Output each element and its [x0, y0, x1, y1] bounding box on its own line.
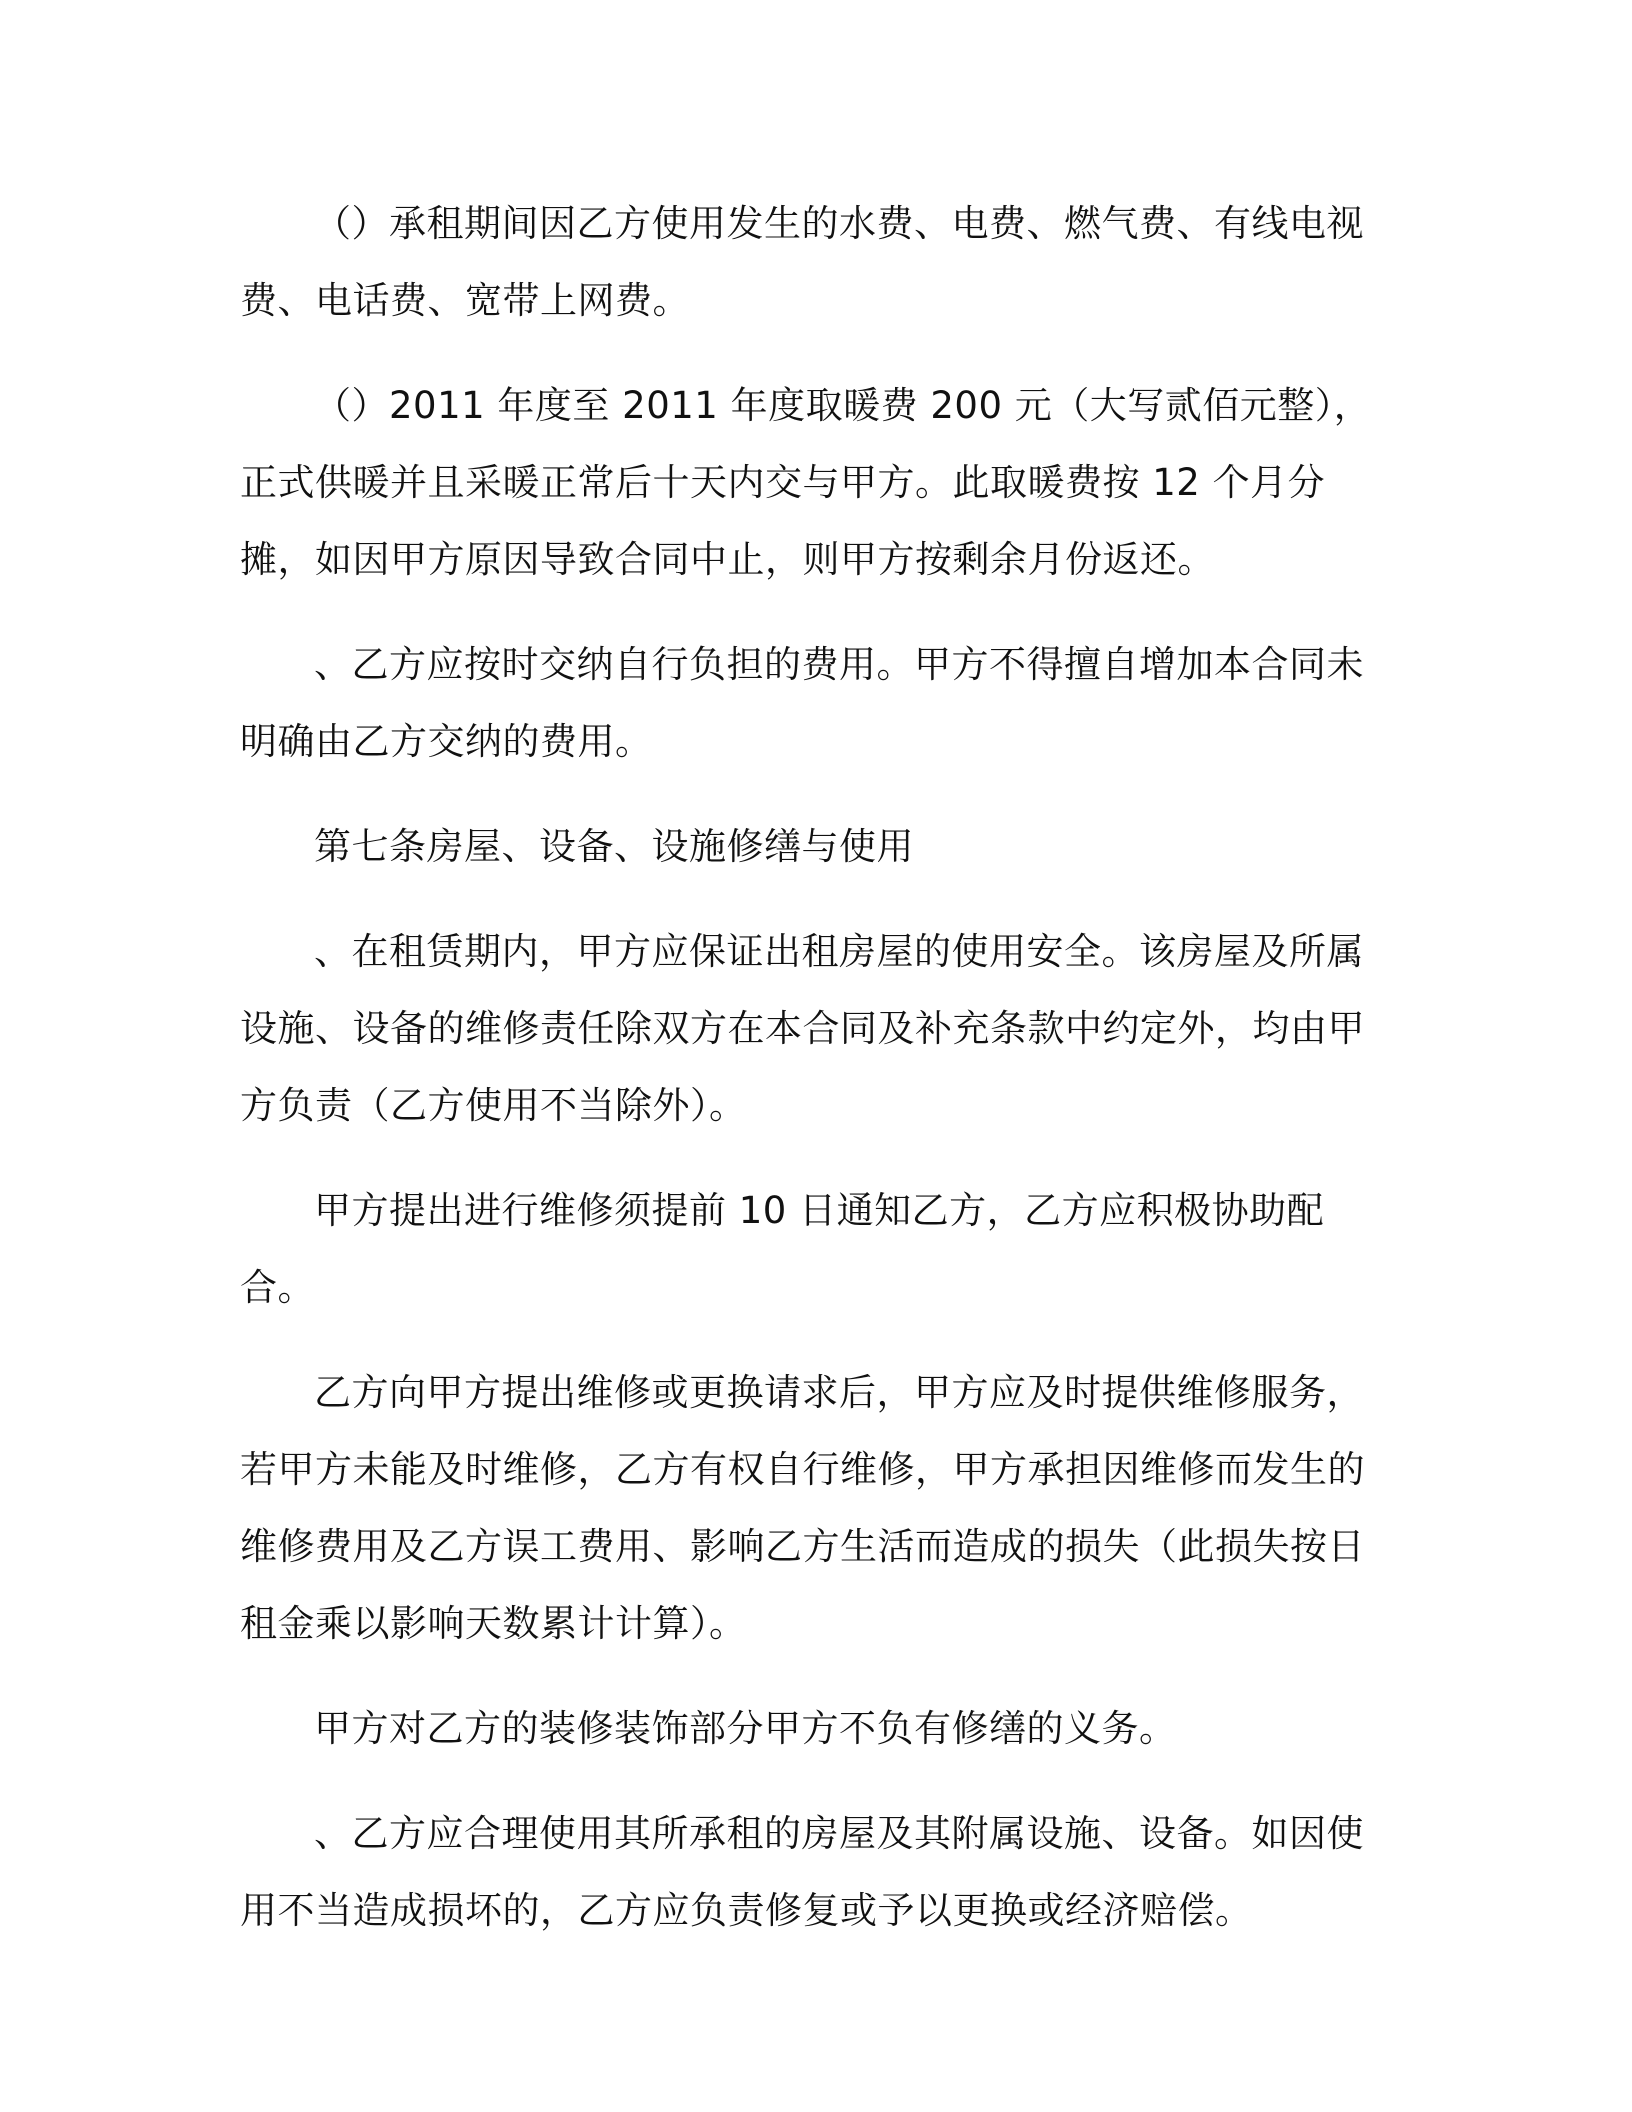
document-body: [240, 185, 1380, 1949]
paragraph-lease-safety: 、在租赁期内，甲方应保证出租房屋的使用安全。该房屋及所属设施、设备的维修责任除双方在本合同及补充条款中约定外，均由甲方负责（乙方使用不当除外）。: [240, 930, 1365, 1127]
paragraph-heating-fee: （）2011 年度至 2011 年度取暖费 200 元（大写贰佰元整），正式供暖并且采暖正常后十天内交与甲方。此取暖费按 12 个月分摊，如因甲方原因导致合同中止，则甲方按剩余月份返还。: [240, 384, 1372, 581]
paragraph-utility-fees: （）承租期间因乙方使用发生的水费、电费、燃气费、有线电视费、电话费、宽带上网费。: [240, 202, 1364, 322]
paragraph-repair-request: 乙方向甲方提出维修或更换请求后，甲方应及时提供维修服务，若甲方未能及时维修，乙方有权自行维修，甲方承担因维修而发生的维修费用及乙方误工费用、影响乙方生活而造成的损失（此损失按日租金乘以影响天数累计计算）。: [240, 1371, 1365, 1645]
paragraph-repair-notice: 甲方提出进行维修须提前 10 日通知乙方，乙方应积极协助配合。: [240, 1189, 1325, 1309]
paragraph-pay-on-time: 、乙方应按时交纳自行负担的费用。甲方不得擅自增加本合同未明确由乙方交纳的费用。: [240, 643, 1364, 763]
paragraph-proper-use: 、乙方应合理使用其所承租的房屋及其附属设施、设备。如因使用不当造成损坏的，乙方应负责修复或予以更换或经济赔偿。: [240, 1812, 1364, 1932]
article-seven-heading: 第七条房屋、设备、设施修缮与使用: [314, 825, 914, 868]
paragraph-decoration: 甲方对乙方的装修装饰部分甲方不负有修缮的义务。: [314, 1707, 1177, 1750]
